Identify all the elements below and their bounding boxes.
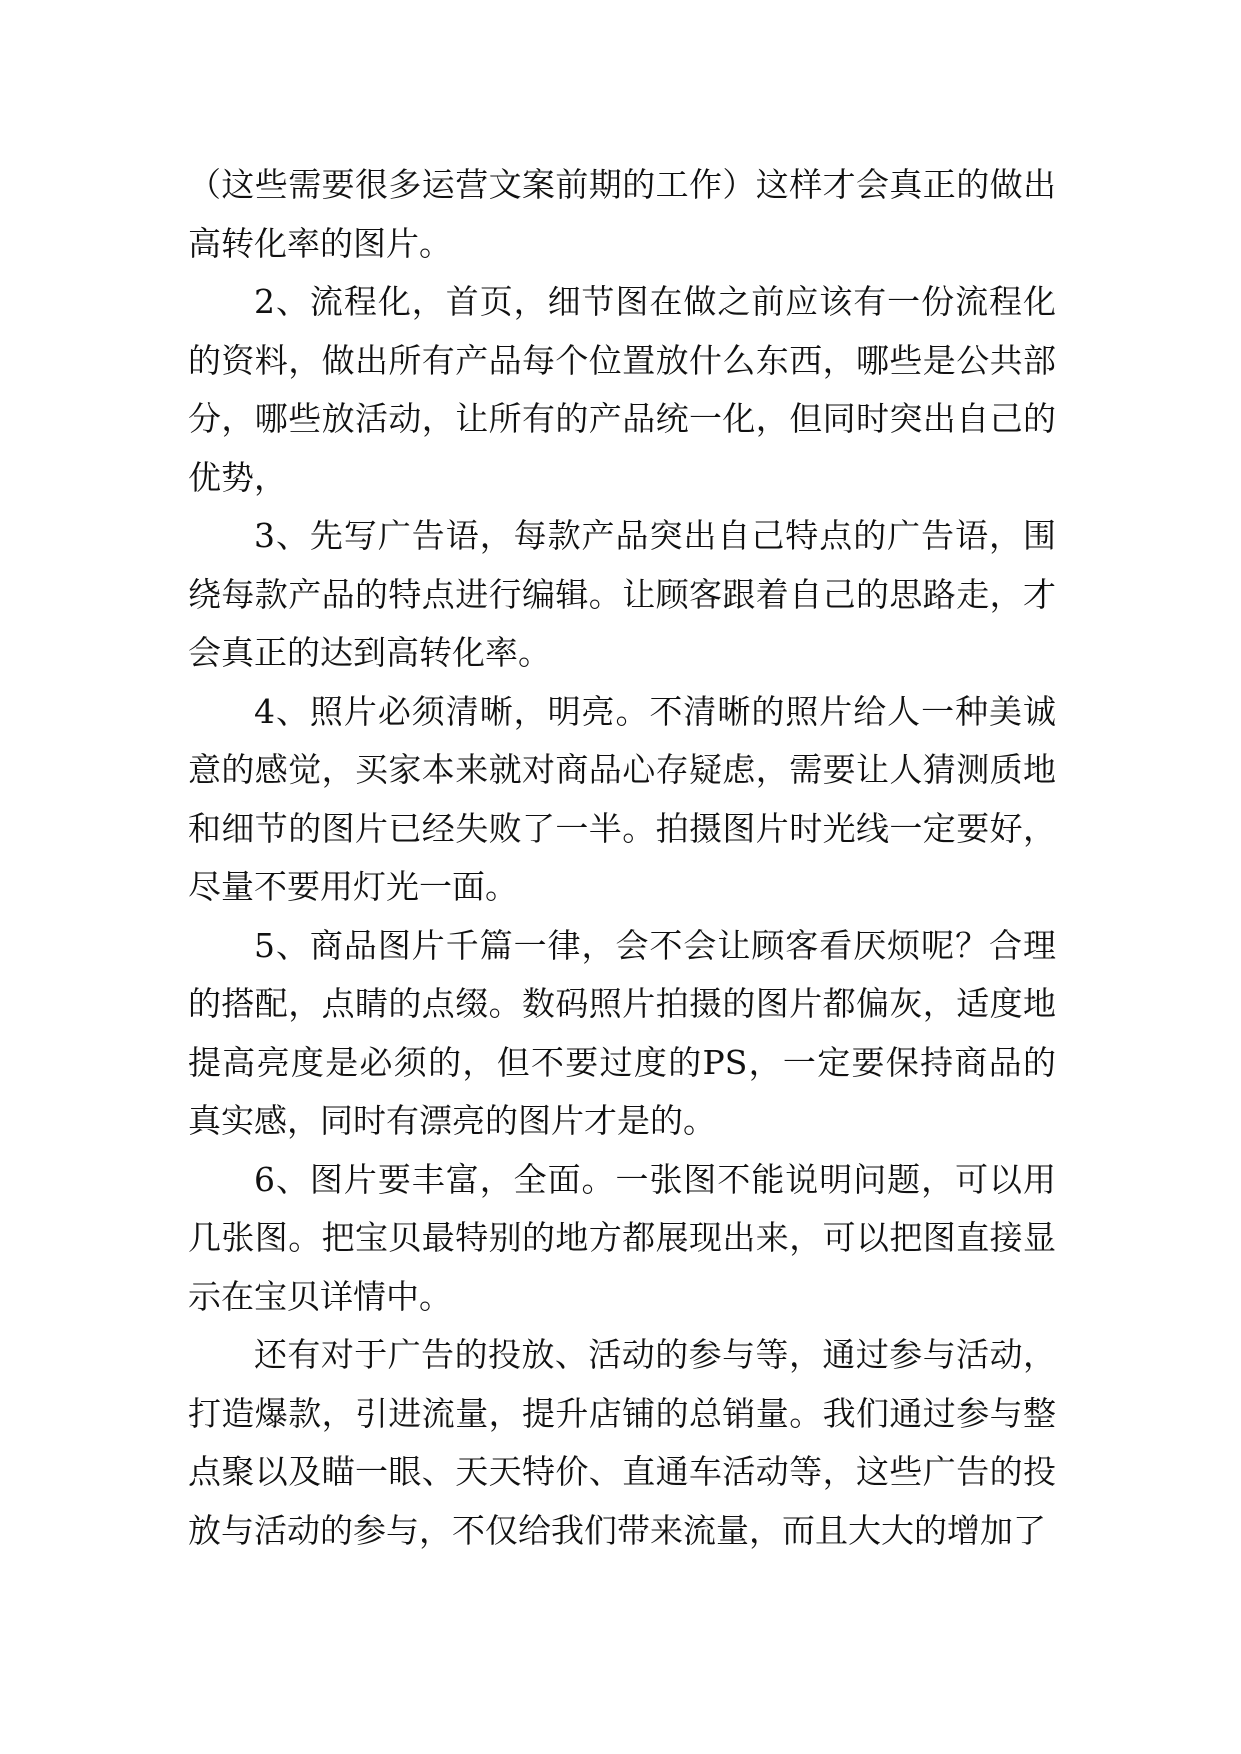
paragraph-item-5: 5、商品图片千篇一律，会不会让顾客看厌烦呢？合理的搭配，点睛的点缀。数码照片拍摄的图片都偏灰，适度地提高亮度是必须的，但不要过度的PS，一定要保持商品的真实感，同时有漂亮的图片才是的。 bbox=[188, 925, 1056, 1140]
paragraph-item-6: 6、图片要丰富，全面。一张图不能说明问题，可以用几张图。把宝贝最特别的地方都展现出来，可以把图直接显示在宝贝详情中。 bbox=[188, 1159, 1056, 1316]
paragraph-advertising: 还有对于广告的投放、活动的参与等，通过参与活动，打造爆款，引进流量，提升店铺的总销量。我们通过参与整点聚以及瞄一眼、天天特价、直通车活动等，这些广告的投放与活动的参与，不仅给我们带来流量，而且大大的增加了 bbox=[188, 1335, 1056, 1550]
paragraph-item-2: 2、流程化，首页，细节图在做之前应该有一份流程化的资料，做出所有产品每个位置放什么东西，哪些是公共部分，哪些放活动，让所有的产品统一化，但同时突出自己的优势， bbox=[188, 282, 1056, 497]
paragraph-item-3: 3、先写广告语，每款产品突出自己特点的广告语，围绕每款产品的特点进行编辑。让顾客跟着自己的思路走，才会真正的达到高转化率。 bbox=[188, 516, 1056, 672]
paragraph-continuation: （这些需要很多运营文案前期的工作）这样才会真正的做出高转化率的图片。 bbox=[188, 165, 1056, 263]
document-body bbox=[188, 156, 1056, 1560]
paragraph-item-4: 4、照片必须清晰，明亮。不清晰的照片给人一种美诚意的感觉，买家本来就对商品心存疑虑，需要让人猜测质地和细节的图片已经失败了一半。拍摄图片时光线一定要好，尽量不要用灯光一面。 bbox=[188, 691, 1056, 906]
